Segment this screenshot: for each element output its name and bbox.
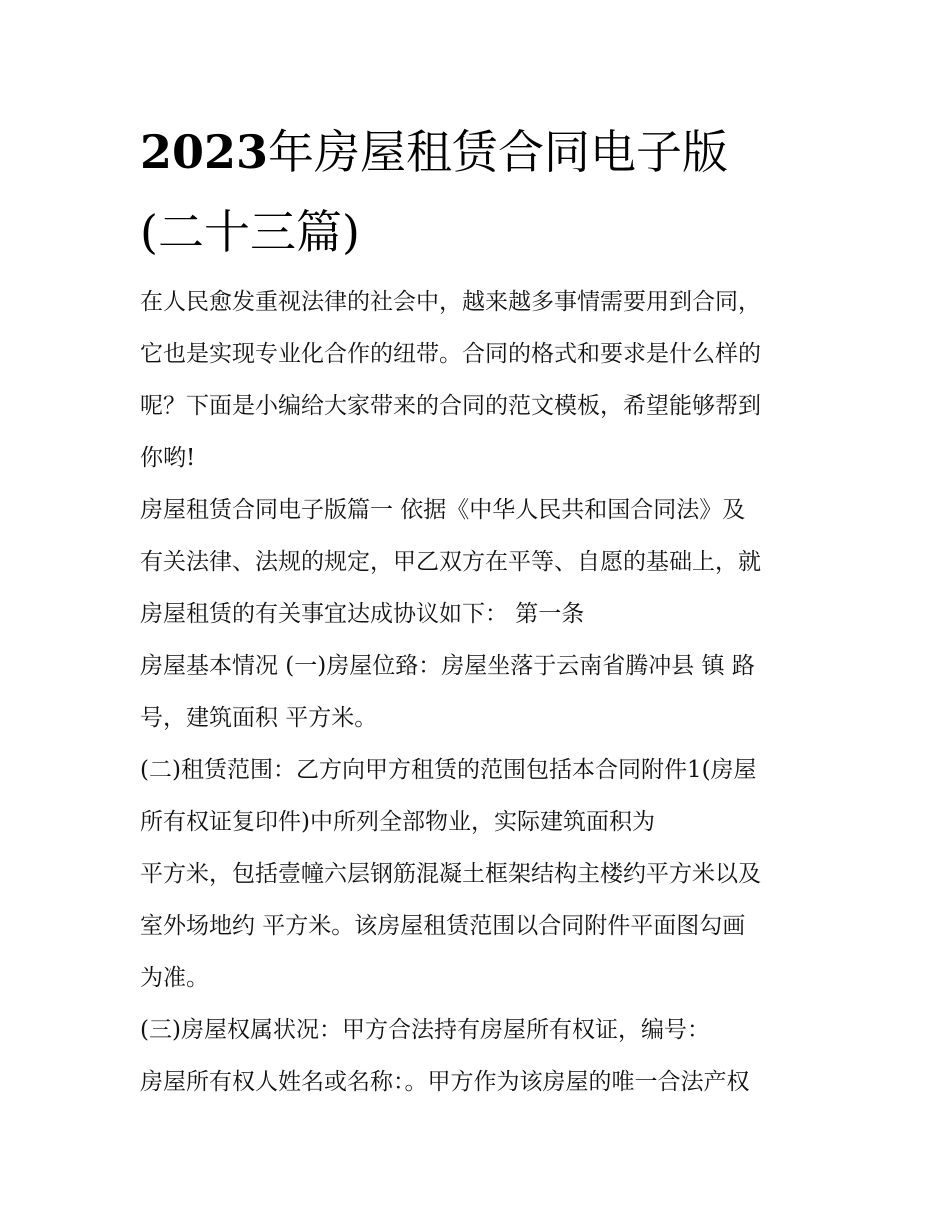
title-line2-text: (二十三篇) [140, 205, 360, 259]
body-line: 平方米，包括壹幢六层钢筋混凝土框架结构主楼约平方米以及 [140, 861, 761, 887]
body-line: 为准。 [140, 965, 209, 991]
body-line: 号，建筑面积 平方米。 [140, 705, 378, 731]
body-line: 呢？下面是小编给大家带来的合同的范文模板，希望能够帮到 [140, 393, 761, 419]
body-line: 房屋基本情况 (一)房屋位臵：房屋坐落于云南省腾冲县 镇 路 [140, 653, 755, 679]
title-year: 2023 [140, 125, 269, 179]
body-line: 在人民愈发重视法律的社会中，越来越多事情需要用到合同， [140, 289, 761, 315]
body-line: (三)房屋权属状况：甲方合法持有房屋所有权证，编号： [140, 1017, 710, 1043]
document-title [140, 112, 830, 272]
document-body [140, 276, 820, 1108]
title-line1-text: 年房屋租赁合同电子版 [268, 125, 729, 179]
body-line: 房屋所有权人姓名或名称：。甲方作为该房屋的唯一合法产权 [140, 1069, 750, 1095]
body-line: 它也是实现专业化合作的纽带。合同的格式和要求是什么样的 [140, 341, 761, 367]
body-line: 所有权证复印件)中所列全部物业，实际建筑面积为 [140, 809, 655, 835]
body-line: 有关法律、法规的规定，甲乙双方在平等、自愿的基础上，就 [140, 549, 761, 575]
body-line: 房屋租赁的有关事宜达成协议如下： 第一条 [140, 601, 585, 627]
body-line: (二)租赁范围：乙方向甲方租赁的范围包括本合同附件1(房屋 [140, 757, 757, 783]
body-line: 室外场地约 平方米。该房屋租赁范围以合同附件平面图勾画 [140, 913, 746, 939]
body-line: 你哟! [140, 445, 196, 471]
body-line: 房屋租赁合同电子版篇一 依据《中华人民共和国合同法》及 [140, 497, 746, 523]
